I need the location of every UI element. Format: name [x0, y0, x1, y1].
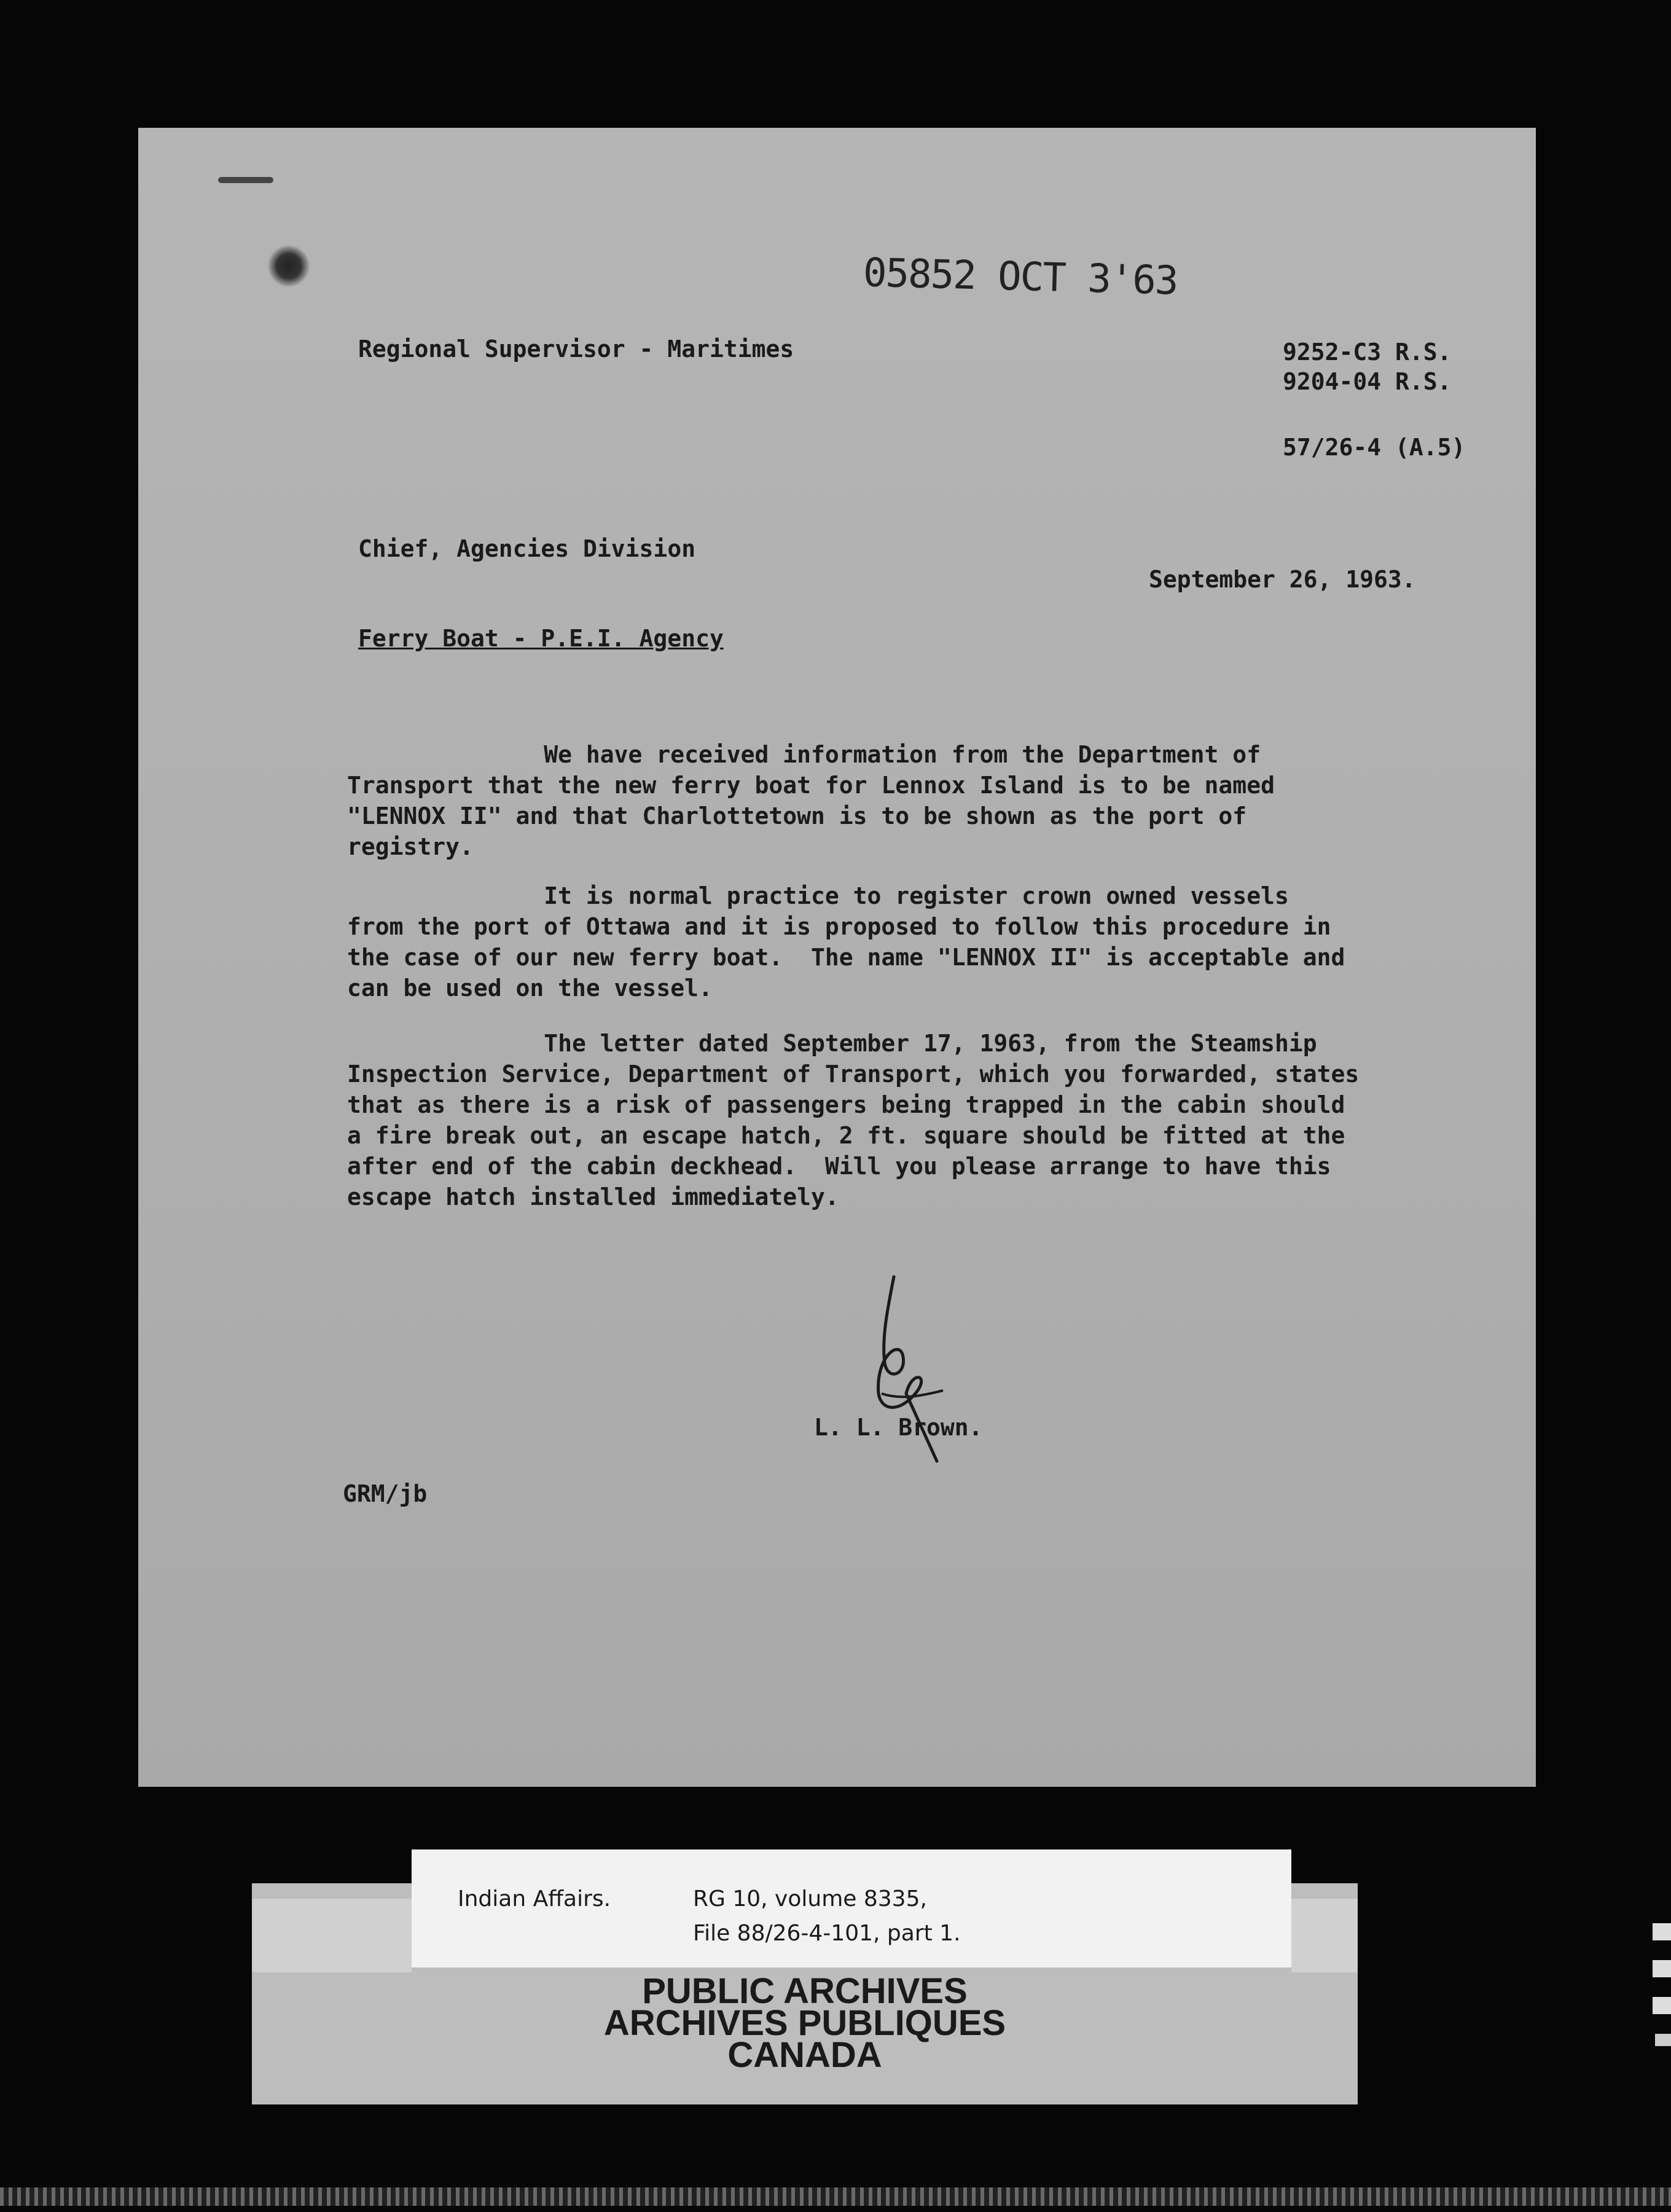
body-paragraph: It is normal practice to register crown owned vessels from the port of Ottawa and it is proposed to follow this procedure in the case of our new ferry boat. The name "LENNOX II" is acceptable and can be used on the vessel. — [347, 882, 1345, 1002]
archive-name — [252, 1971, 1358, 2075]
body-paragraph: The letter dated September 17, 1963, from the Steamship Inspection Service, Department of Transport, which you forwarded, states that as there is a risk of passengers being trapped in the cabin should a fire break out, an escape hatch, 2 ft. square should be fitted at the after end of the cabin deckhead. Will you please arrange to have this escape hatch installed immediately. — [347, 1030, 1360, 1210]
file-reference: 57/26-4 (A.5) — [1283, 434, 1466, 461]
sender: Chief, Agencies Division — [358, 535, 696, 562]
letter-date: September 26, 1963. — [1149, 566, 1416, 593]
archive-name-line: PUBLIC ARCHIVES — [642, 1971, 968, 2011]
label-tab — [1291, 1899, 1358, 1972]
body-paragraph: We have received information from the Department of Transport that the new ferry boat for Lennox Island is to be named "LENNOX II" and that Charlottetown is to be shown as the port of registry. — [347, 741, 1275, 860]
file-number: File 88/26-4-101, part 1. — [693, 1921, 961, 1946]
film-edge-marks — [1646, 1923, 1671, 2058]
archive-name-line: CANADA — [727, 2035, 882, 2075]
reference-number: 9204-04 R.S. — [1283, 368, 1452, 395]
paper-mark — [218, 177, 273, 183]
received-stamp: 05852 OCT 3'63 — [863, 250, 1178, 304]
signer-name: L. L. Brown. — [814, 1414, 983, 1441]
archive-name-line: ARCHIVES PUBLIQUES — [603, 2003, 1006, 2043]
paper-stain — [267, 245, 310, 288]
reference-number: 9252-C3 R.S. — [1283, 339, 1452, 366]
addressee: Regional Supervisor - Maritimes — [358, 335, 794, 363]
subject-line: Ferry Boat - P.E.I. Agency — [358, 625, 724, 652]
film-edge-strip — [0, 2187, 1671, 2206]
department-name: Indian Affairs. — [458, 1886, 611, 1912]
typist-initials: GRM/jb — [343, 1480, 428, 1507]
label-tab — [252, 1899, 412, 1972]
letter-page — [138, 128, 1536, 1787]
record-group: RG 10, volume 8335, — [693, 1886, 927, 1912]
archive-reference-card — [412, 1849, 1291, 1967]
